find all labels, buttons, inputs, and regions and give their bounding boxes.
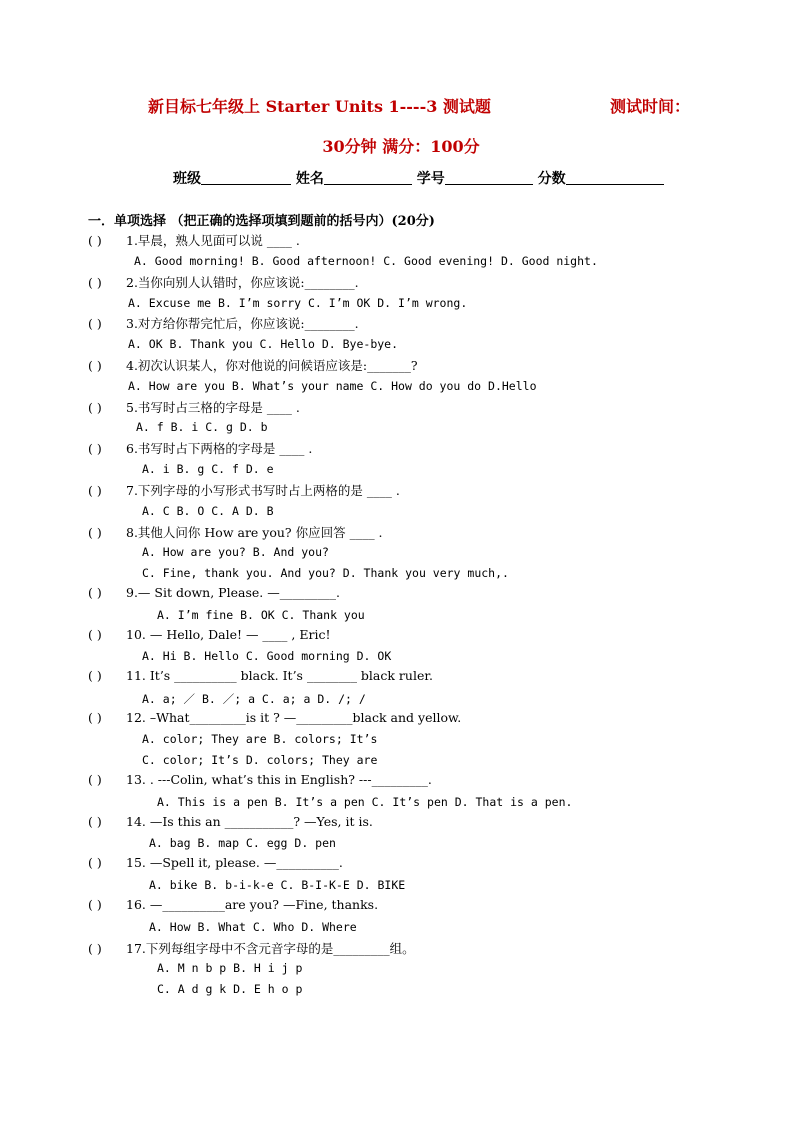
question-15 [88, 855, 343, 870]
answer-paren[interactable]: ( ) [88, 668, 102, 683]
question-14 [88, 814, 373, 829]
answer-paren[interactable]: ( ) [88, 441, 102, 456]
answer-paren[interactable]: ( ) [88, 941, 102, 956]
answer-paren[interactable]: ( ) [88, 525, 102, 540]
score-blank[interactable] [566, 170, 664, 185]
question-17 [88, 939, 415, 957]
question-2 [88, 273, 359, 291]
question-options: C. Fine, thank you. And you? D. Thank you very much,. [142, 566, 509, 580]
question-11 [88, 668, 433, 683]
class-blank[interactable] [201, 170, 291, 185]
question-options: C. color; It’s D. colors; They are [142, 753, 378, 767]
question-options: C. A d g k D. E h o p [157, 982, 303, 996]
question-text: 11. It’s __________ black. It’s ________ black ruler. [126, 668, 433, 683]
answer-paren[interactable]: ( ) [88, 233, 102, 248]
question-13 [88, 772, 432, 787]
question-12 [88, 710, 461, 725]
name-label: 姓名 [295, 171, 324, 187]
exam-title: 新目标七年级上 Starter Units 1----3 测试题 [148, 97, 491, 116]
question-text: 4.初次认识某人，你对他说的问候语应该是:_______? [126, 358, 418, 373]
answer-paren[interactable]: ( ) [88, 400, 102, 415]
subtitle-line [0, 134, 794, 157]
answer-paren[interactable]: ( ) [88, 855, 102, 870]
answer-paren[interactable]: ( ) [88, 316, 102, 331]
question-text: 2.当你向别人认错时，你应该说:________. [126, 275, 359, 290]
answer-paren[interactable]: ( ) [88, 710, 102, 725]
question-options: A. How are you? B. And you? [142, 545, 329, 559]
question-16 [88, 897, 378, 912]
question-text: 14. —Is this an ___________? —Yes, it is. [126, 814, 373, 829]
question-1 [88, 231, 300, 249]
question-text: 8.其他人问你 How are you? 你应回答 ____ . [126, 525, 383, 540]
question-options: A. bike B. b-i-k-e C. B-I-K-E D. BIKE [149, 878, 406, 892]
question-text: 7.下列字母的小写形式书写时占上两格的是 ____ . [126, 483, 400, 498]
question-options: A. I’m fine B. OK C. Thank you [157, 608, 365, 622]
answer-paren[interactable]: ( ) [88, 358, 102, 373]
number-blank[interactable] [445, 170, 533, 185]
question-10 [88, 627, 330, 642]
answer-paren[interactable]: ( ) [88, 814, 102, 829]
question-options: A. C B. O C. A D. B [142, 504, 274, 518]
class-label: 班级 [173, 171, 201, 187]
question-options: A. bag B. map C. egg D. pen [149, 836, 336, 850]
answer-paren[interactable]: ( ) [88, 627, 102, 642]
question-options: A. How are you B. What’s your name C. How do you do D.Hello [128, 379, 537, 393]
question-5 [88, 398, 300, 416]
question-text: 10. — Hello, Dale! — ____ , Eric! [126, 627, 331, 642]
question-options: A. Hi B. Hello C. Good morning D. OK [142, 649, 392, 663]
question-text: 15. —Spell it, please. —__________. [126, 855, 343, 870]
answer-paren[interactable]: ( ) [88, 897, 102, 912]
answer-paren[interactable]: ( ) [88, 772, 102, 787]
question-options: A. color; They are B. colors; It’s [142, 732, 378, 746]
question-4 [88, 356, 418, 374]
question-options: A. i B. g C. f D. e [142, 462, 274, 476]
question-options: A. a; ／ B. ／; a C. a; a D. /; / [142, 692, 366, 706]
number-label: 学号 [416, 171, 445, 187]
question-text: 17.下列每组字母中不含元音字母的是_________组。 [126, 941, 415, 956]
question-options: A. M n b p B. H i j p [157, 961, 303, 975]
question-text: 6.书写时占下两格的字母是 ____ . [126, 441, 313, 456]
title-line [0, 92, 794, 120]
question-text: 12. –What_________is it ? —_________black and yellow. [126, 710, 462, 725]
score-label: 分数 [537, 171, 566, 187]
question-options: A. Good morning! B. Good afternoon! C. Good evening! D. Good night. [134, 254, 598, 268]
student-info-line [173, 168, 664, 188]
question-text: 3.对方给你帮完忙后，你应该说:________. [126, 316, 359, 331]
question-options: A. Excuse me B. I’m sorry C. I’m OK D. I’m wrong. [128, 296, 468, 310]
question-text: 1.早晨，熟人见面可以说 ____ . [126, 233, 300, 248]
answer-paren[interactable]: ( ) [88, 585, 102, 600]
question-options: A. OK B. Thank you C. Hello D. Bye-bye. [128, 337, 399, 351]
question-text: 9.— Sit down, Please. —_________. [126, 585, 340, 600]
question-text: 13. . ---Colin, what’s this in English? ---_________. [126, 772, 432, 787]
time-label: 测试时间： [610, 97, 691, 116]
question-options: A. f B. i C. g D. b [136, 420, 268, 434]
name-blank[interactable] [324, 170, 412, 185]
question-text: 5.书写时占三格的字母是 ____ . [126, 400, 300, 415]
question-options: A. How B. What C. Who D. Where [149, 920, 357, 934]
question-9 [88, 585, 340, 600]
question-3 [88, 314, 359, 332]
answer-paren[interactable]: ( ) [88, 483, 102, 498]
question-8 [88, 523, 383, 541]
section-heading: 一．单项选择 （把正确的选择项填到题前的括号内）(20分) [88, 214, 435, 229]
question-options: A. This is a pen B. It’s a pen C. It’s pen D. That is a pen. [157, 795, 573, 809]
exam-subtitle: 30分钟 满分：100分 [322, 137, 480, 156]
answer-paren[interactable]: ( ) [88, 275, 102, 290]
question-6 [88, 439, 312, 457]
question-7 [88, 481, 400, 499]
question-text: 16. —__________are you? —Fine, thanks. [126, 897, 379, 912]
